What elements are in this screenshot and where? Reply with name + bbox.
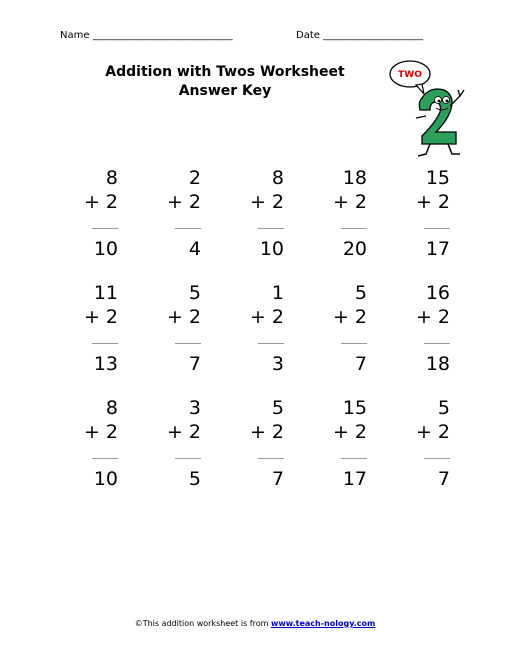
- addition-problem: [319, 396, 367, 491]
- operator-line: + 2: [83, 306, 118, 328]
- operator-line: + 2: [415, 306, 450, 328]
- operator-line: + 2: [166, 421, 201, 443]
- addend: 5: [354, 282, 367, 304]
- operator-line: + 2: [249, 306, 284, 328]
- addition-problem: [402, 281, 450, 376]
- name-field-label: Name ____________________________: [60, 30, 233, 41]
- answer-divider: [424, 228, 450, 229]
- answer-divider: [424, 343, 450, 344]
- answer-value: 10: [259, 238, 284, 260]
- answer-divider: [175, 228, 201, 229]
- addend: 15: [425, 167, 450, 189]
- operator-line: + 2: [332, 306, 367, 328]
- addition-problem: [70, 396, 118, 491]
- addend: 11: [93, 282, 118, 304]
- footer-credit: [0, 619, 510, 628]
- operator-line: + 2: [249, 191, 284, 213]
- operator-line: + 2: [83, 191, 118, 213]
- addition-problem: [70, 281, 118, 376]
- addition-problem: [236, 166, 284, 261]
- problem-grid: [70, 166, 460, 491]
- answer-value: 7: [188, 353, 201, 375]
- addition-problem: [319, 166, 367, 261]
- addend: 8: [105, 397, 118, 419]
- answer-value: 7: [271, 468, 284, 490]
- footer-text: ©This addition worksheet is from: [134, 619, 271, 628]
- operator-line: + 2: [332, 421, 367, 443]
- answer-value: 10: [93, 468, 118, 490]
- worksheet-header: [60, 30, 460, 41]
- answer-divider: [175, 458, 201, 459]
- addend: 15: [342, 397, 367, 419]
- operator-line: + 2: [249, 421, 284, 443]
- answer-divider: [258, 343, 284, 344]
- addition-problem: [153, 281, 201, 376]
- addition-problem: [153, 166, 201, 261]
- answer-value: 17: [425, 238, 450, 260]
- addend: 2: [188, 167, 201, 189]
- addend: 3: [188, 397, 201, 419]
- date-field-label: Date ____________________: [296, 30, 424, 41]
- addend: 5: [437, 397, 450, 419]
- addend: 16: [425, 282, 450, 304]
- answer-value: 5: [188, 468, 201, 490]
- answer-divider: [424, 458, 450, 459]
- answer-divider: [341, 228, 367, 229]
- answer-value: 10: [93, 238, 118, 260]
- addition-problem: [402, 166, 450, 261]
- mascot-bubble-text: TWO: [398, 70, 422, 80]
- addend: 18: [342, 167, 367, 189]
- number-two-mascot-icon: [386, 56, 470, 160]
- operator-line: + 2: [166, 306, 201, 328]
- footer-link[interactable]: www.teach-nology.com: [270, 619, 376, 628]
- operator-line: + 2: [332, 191, 367, 213]
- addition-problem: [319, 281, 367, 376]
- operator-line: + 2: [166, 191, 201, 213]
- title-line-2: Answer Key: [178, 83, 272, 99]
- addend: 5: [271, 397, 284, 419]
- answer-value: 20: [342, 238, 367, 260]
- answer-divider: [92, 343, 118, 344]
- addition-problem: [236, 281, 284, 376]
- page-title: [60, 63, 390, 101]
- answer-value: 18: [425, 353, 450, 375]
- operator-line: + 2: [415, 421, 450, 443]
- answer-divider: [92, 458, 118, 459]
- operator-line: + 2: [83, 421, 118, 443]
- answer-divider: [258, 458, 284, 459]
- addition-problem: [236, 396, 284, 491]
- addend: 8: [105, 167, 118, 189]
- answer-divider: [175, 343, 201, 344]
- addition-problem: [153, 396, 201, 491]
- answer-value: 17: [342, 468, 367, 490]
- addend: 8: [271, 167, 284, 189]
- answer-value: 4: [188, 238, 201, 260]
- addition-problem: [402, 396, 450, 491]
- answer-value: 7: [354, 353, 367, 375]
- addition-problem: [70, 166, 118, 261]
- answer-divider: [341, 343, 367, 344]
- addend: 5: [188, 282, 201, 304]
- answer-divider: [92, 228, 118, 229]
- operator-line: + 2: [415, 191, 450, 213]
- answer-divider: [341, 458, 367, 459]
- answer-divider: [258, 228, 284, 229]
- addend: 1: [271, 282, 284, 304]
- answer-value: 3: [271, 353, 284, 375]
- answer-value: 13: [93, 353, 118, 375]
- answer-value: 7: [437, 468, 450, 490]
- title-line-1: Addition with Twos Worksheet: [105, 64, 345, 80]
